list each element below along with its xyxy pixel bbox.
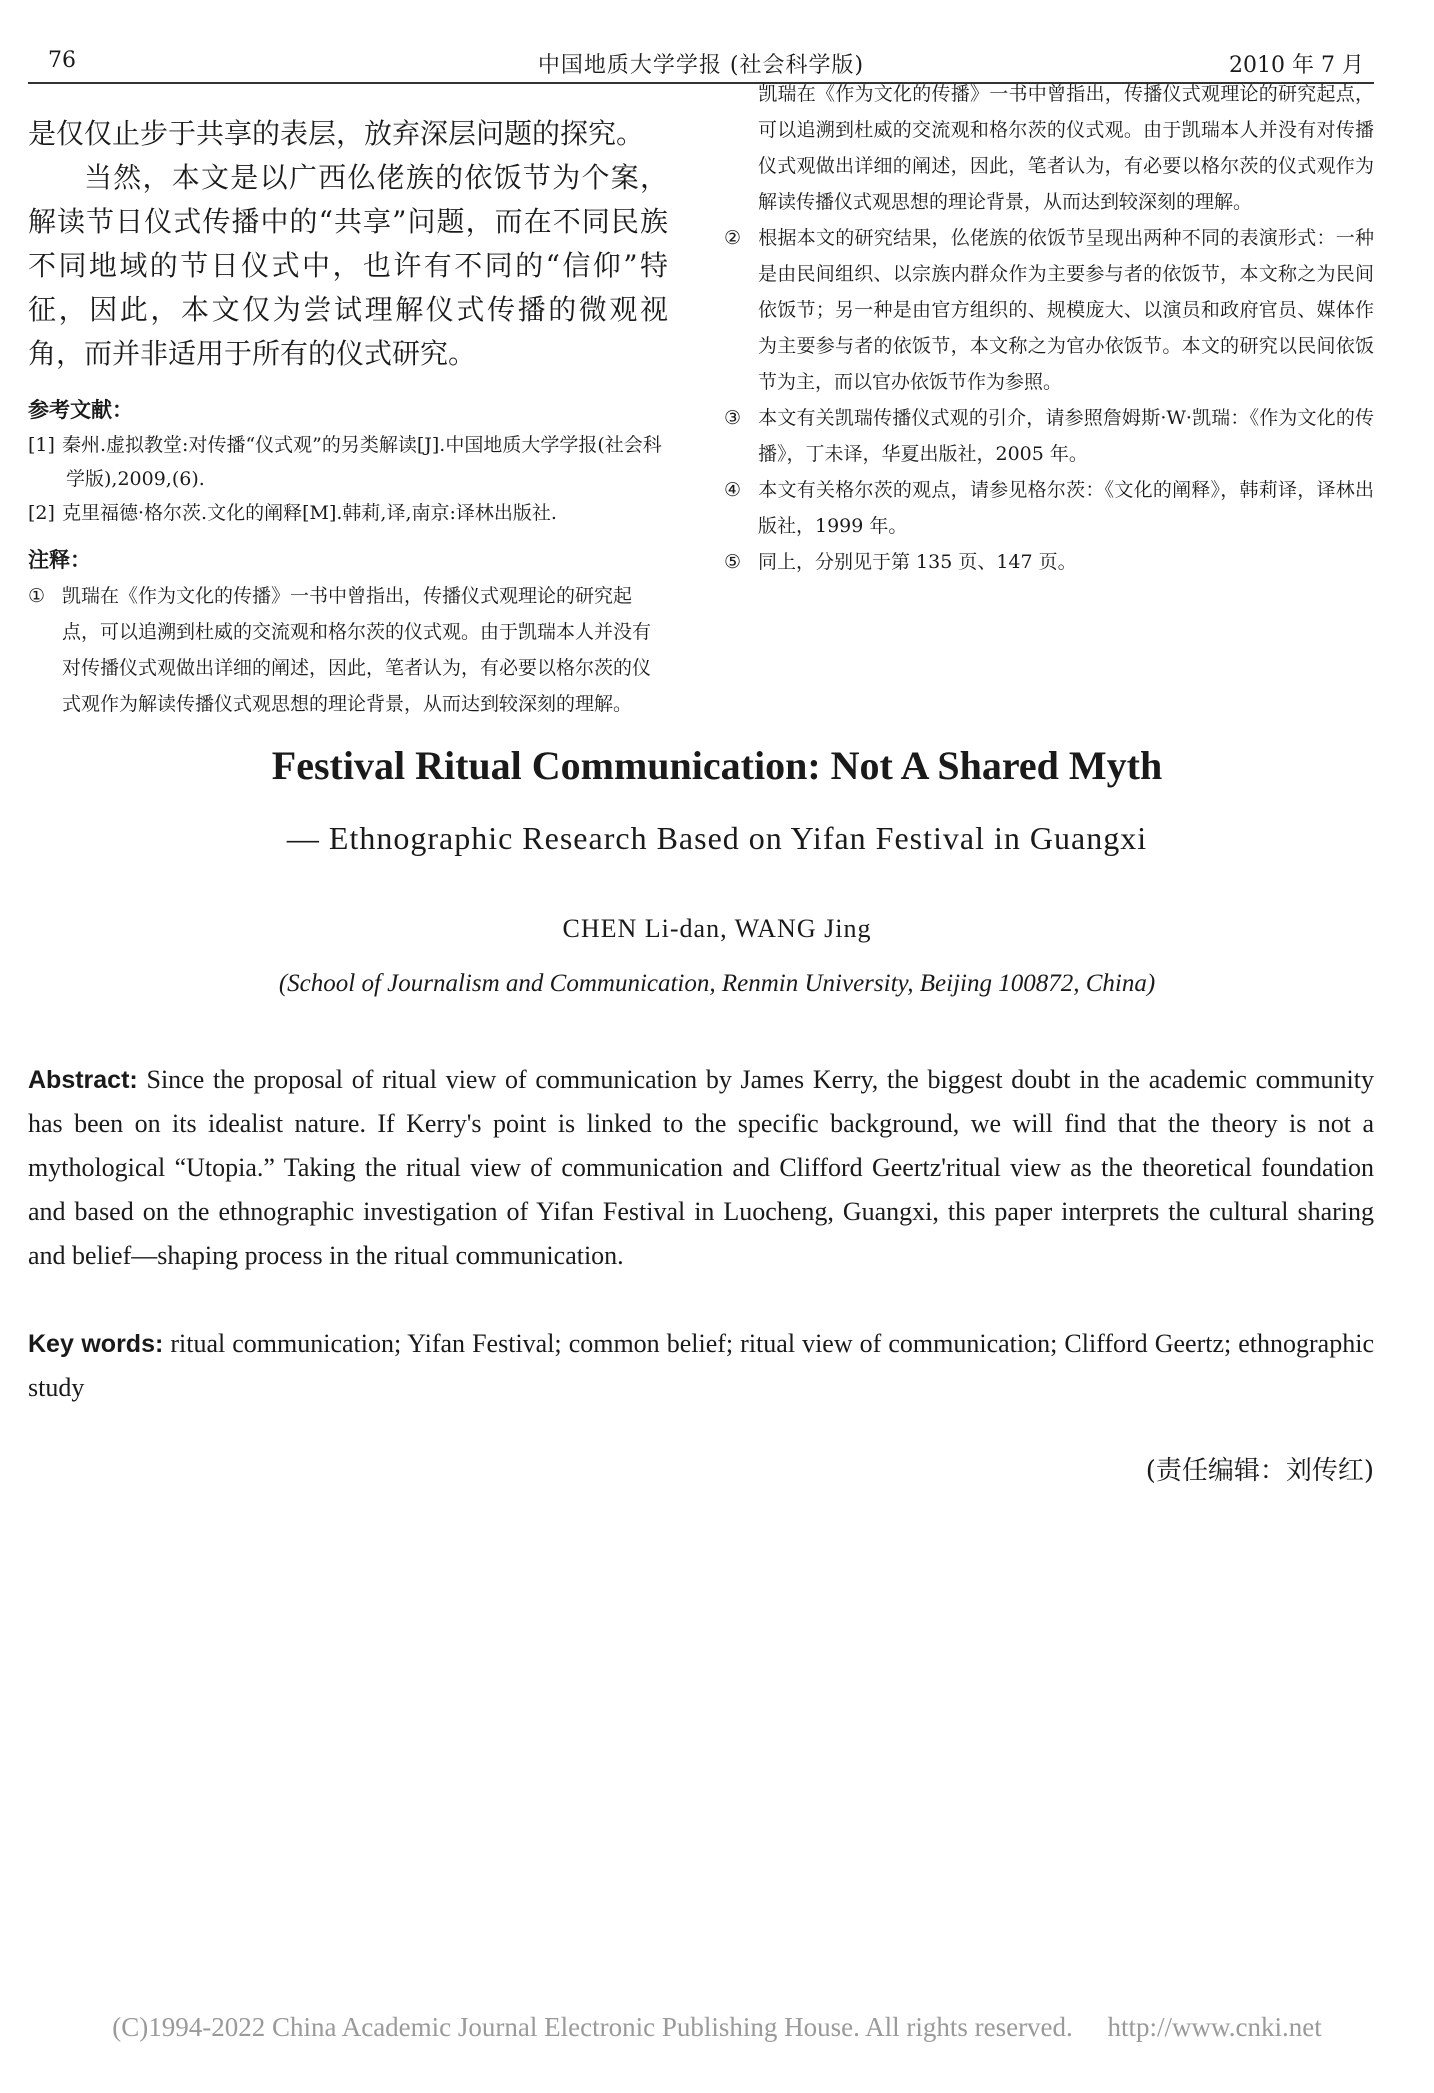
note-item: ④ 本文有关格尔茨的观点，请参见格尔茨：《文化的阐释》，韩莉译，译林出版社，1999 年。 [724, 479, 1374, 537]
keywords [28, 1322, 1374, 1410]
keywords-label: Key words: [28, 1330, 164, 1358]
copyright-footer [0, 2012, 1434, 2043]
body-paragraph-2: 当然，本文是以广西仫佬族的依饭节为个案，解读节日仪式传播中的“共享”问题，而在不同民族不同地域的节日仪式中，也许有不同的“信仰”特征，因此，本文仅为尝试理解仪式传播的微观视角，而并非适用于所有的仪式研究。 [28, 161, 668, 370]
note-item: ③ 本文有关凯瑞传播仪式观的引介，请参照詹姆斯·W·凯瑞：《作为文化的传播》，丁未译，华夏出版社，2005 年。 [724, 407, 1374, 465]
responsible-editor: (责任编辑：刘传红) [1145, 1456, 1374, 1486]
english-subtitle: — Ethnographic Research Based on Yifan Festival in Guangxi [286, 820, 1148, 856]
copyright-text: (C)1994-2022 China Academic Journal Electronic Publishing House. All rights reserved. [112, 2012, 1073, 2042]
note-item: ⑤ 同上，分别见于第 135 页、147 页。 [724, 551, 1077, 573]
abstract [28, 1058, 1374, 1278]
authors: CHEN Li-dan, WANG Jing [562, 914, 872, 943]
issue-date: 2010 年 7 月 [1229, 53, 1364, 78]
note-item: ② 根据本文的研究结果，仫佬族的依饭节呈现出两种不同的表演形式：一种是由民间组织、以宗族内群众作为主要参与者的依饭节，本文称之为民间依饭节；另一种是由官方组织的、规模庞大、以演员和政府官员、媒体作为主要参与者的依饭节，本文称之为官办依饭节。本文的研究以民间依饭节为主，而以官办依饭节作为参照。 [724, 227, 1374, 393]
reference-item: [1] 秦州.虚拟教堂:对传播“仪式观”的另类解读[J].中国地质大学学报(社会科学版),2009,(6). [28, 434, 662, 490]
abstract-label: Abstract: [28, 1066, 138, 1094]
references-heading: 参考文献： [28, 398, 133, 422]
left-column [28, 112, 668, 715]
abstract-text: Since the proposal of ritual view of communication by James Kerry, the biggest doubt in the academic community has been on its idealist nature. If Kerry's point is linked to the specific background, we will find that the theory is not a mythological “Utopia.” Taking the ritual view of communication and Clifford Geertz'ritual view as the theoretical foundation and based on the ethnographic investigation of Yifan Festival in Luocheng, Guangxi, this paper interprets the cultural sharing and belief—shaping process in the ritual communication. [28, 1065, 1374, 1270]
page-number: 76 [48, 48, 76, 73]
english-title: Festival Ritual Communication: Not A Shared Myth [271, 743, 1163, 788]
body-paragraph-1: 是仅仅止步于共享的表层，放弃深层问题的探究。 [28, 117, 645, 150]
reference-item: [2] 克里福德·格尔茨.文化的阐释[M].韩莉,译,南京:译林出版社. [28, 502, 557, 524]
affiliation: (School of Journalism and Communication, Renmin University, Beijing 100872, China) [278, 970, 1156, 997]
note-item-1-continued: 凯瑞在《作为文化的传播》一书中曾指出，传播仪式观理论的研究起点，可以追溯到杜威的交流观和格尔茨的仪式观。由于凯瑞本人并没有对传播仪式观做出详细的阐述，因此，笔者认为，有必要以格尔茨的仪式观作为解读传播仪式观思想的理论背景，从而达到较深刻的理解。 [758, 83, 1374, 213]
note-item-1-start: ① 凯瑞在《作为文化的传播》一书中曾指出，传播仪式观理论的研究起点，可以追溯到杜威的交流观和格尔茨的仪式观。由于凯瑞本人并没有对传播仪式观做出详细的阐述，因此，笔者认为，有必要以格尔茨的仪式观作为解读传播仪式观思想的理论背景，从而达到较深刻的理解。 [28, 585, 652, 715]
cnki-url[interactable]: http://www.cnki.net [1107, 2012, 1322, 2042]
notes-heading: 注释： [28, 548, 91, 572]
keywords-text: ritual communication; Yifan Festival; common belief; ritual view of communication; Clifford Geertz; ethnographic study [28, 1329, 1374, 1402]
right-column [724, 83, 1374, 580]
journal-title: 中国地质大学学报 (社会科学版) [537, 53, 865, 78]
